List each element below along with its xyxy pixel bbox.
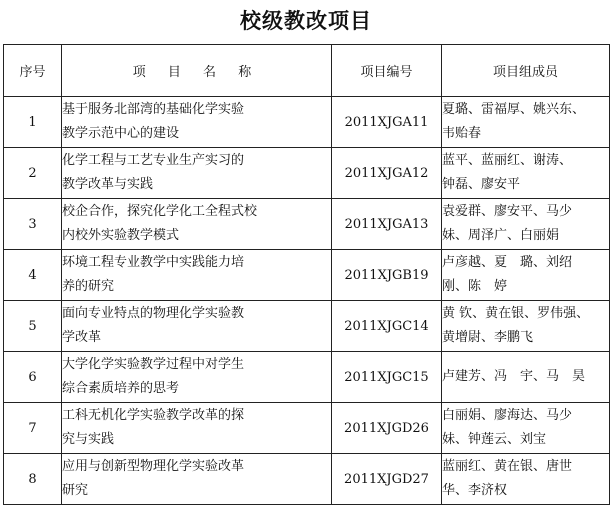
- members-line: 妹、钟莲云、刘宝: [442, 432, 547, 447]
- project-name-line: 化学工程与工艺专业生产实习的: [62, 153, 245, 168]
- members-line: 夏璐、雷福厚、姚兴东、: [442, 102, 586, 117]
- cell-project-name: [62, 199, 332, 250]
- cell-index: 3: [4, 199, 62, 250]
- cell-project-code: 2011XJGD26: [332, 403, 442, 454]
- cell-index: 5: [4, 301, 62, 352]
- cell-project-code: 2011XJGB19: [332, 250, 442, 301]
- column-header-members: 项目组成员: [442, 45, 610, 97]
- table-body: [4, 97, 610, 505]
- members-line: 妹、周泽广、白丽娟: [442, 228, 560, 243]
- project-name-line: 究与实践: [62, 432, 115, 447]
- column-header-name: 项 目 名 称: [62, 45, 332, 97]
- cell-members: [442, 250, 610, 301]
- project-name-line: 内校外实验教学模式: [62, 228, 180, 243]
- table-row: [4, 352, 610, 403]
- project-name-line: 工科无机化学实验教学改革的探: [62, 408, 245, 423]
- members-line: 黄增尉、李鹏飞: [442, 330, 534, 345]
- members-line: 韦贻春: [442, 126, 482, 141]
- cell-project-name: [62, 403, 332, 454]
- project-name-line: 综合素质培养的思考: [62, 381, 180, 396]
- column-header-index: 序号: [4, 45, 62, 97]
- cell-project-name: [62, 97, 332, 148]
- members-line: 刚、陈 婷: [442, 279, 508, 294]
- project-name-line: 养的研究: [62, 279, 115, 294]
- project-name-line: 基于服务北部湾的基础化学实验: [62, 102, 245, 117]
- cell-project-name: [62, 148, 332, 199]
- cell-members: [442, 301, 610, 352]
- cell-project-code: 2011XJGA11: [332, 97, 442, 148]
- cell-project-code: 2011XJGC14: [332, 301, 442, 352]
- cell-members: [442, 148, 610, 199]
- cell-index: 2: [4, 148, 62, 199]
- cell-index: 1: [4, 97, 62, 148]
- members-line: 白丽娟、廖海达、马少: [442, 408, 573, 423]
- cell-project-name: [62, 301, 332, 352]
- members-line: 蓝丽红、黄在银、唐世: [442, 459, 573, 474]
- members-line: 华、李济权: [442, 483, 508, 498]
- members-line: 黄 钦、黄在银、罗伟强、: [442, 306, 590, 321]
- projects-table: [3, 44, 610, 505]
- cell-project-code: 2011XJGA13: [332, 199, 442, 250]
- table-row: [4, 301, 610, 352]
- project-name-line: 面向专业特点的物理化学实验教: [62, 306, 245, 321]
- cell-project-code: 2011XJGA12: [332, 148, 442, 199]
- cell-index: 6: [4, 352, 62, 403]
- table-row: [4, 148, 610, 199]
- table-row: [4, 454, 610, 505]
- members-line: 卢建芳、冯 宇、马 昊: [442, 369, 586, 384]
- cell-project-name: [62, 352, 332, 403]
- cell-index: 4: [4, 250, 62, 301]
- table-row: [4, 250, 610, 301]
- project-name-line: 研究: [62, 483, 89, 498]
- column-header-code: 项目编号: [332, 45, 442, 97]
- cell-members: [442, 454, 610, 505]
- project-name-line: 大学化学实验教学过程中对学生: [62, 357, 245, 372]
- cell-index: 7: [4, 403, 62, 454]
- members-line: 蓝平、蓝丽红、谢涛、: [442, 153, 573, 168]
- table-row: [4, 199, 610, 250]
- cell-index: 8: [4, 454, 62, 505]
- project-name-line: 应用与创新型物理化学实验改革: [62, 459, 245, 474]
- cell-project-name: [62, 250, 332, 301]
- cell-members: [442, 403, 610, 454]
- project-name-line: 教学改革与实践: [62, 177, 154, 192]
- members-line: 卢彦越、夏 璐、刘绍: [442, 255, 573, 270]
- project-name-line: 环境工程专业教学中实践能力培: [62, 255, 245, 270]
- table-header-row: [4, 45, 610, 97]
- cell-project-name: [62, 454, 332, 505]
- cell-members: [442, 352, 610, 403]
- members-line: 袁爱群、廖安平、马少: [442, 204, 573, 219]
- table-row: [4, 97, 610, 148]
- page-title: 校级教改项目: [240, 8, 372, 33]
- project-name-line: 教学示范中心的建设: [62, 126, 180, 141]
- project-name-line: 校企合作，探究化学化工全程式校: [62, 204, 258, 219]
- members-line: 钟磊、廖安平: [442, 177, 521, 192]
- project-name-line: 学改革: [62, 330, 102, 345]
- table-row: [4, 403, 610, 454]
- cell-project-code: 2011XJGD27: [332, 454, 442, 505]
- cell-members: [442, 199, 610, 250]
- cell-project-code: 2011XJGC15: [332, 352, 442, 403]
- cell-members: [442, 97, 610, 148]
